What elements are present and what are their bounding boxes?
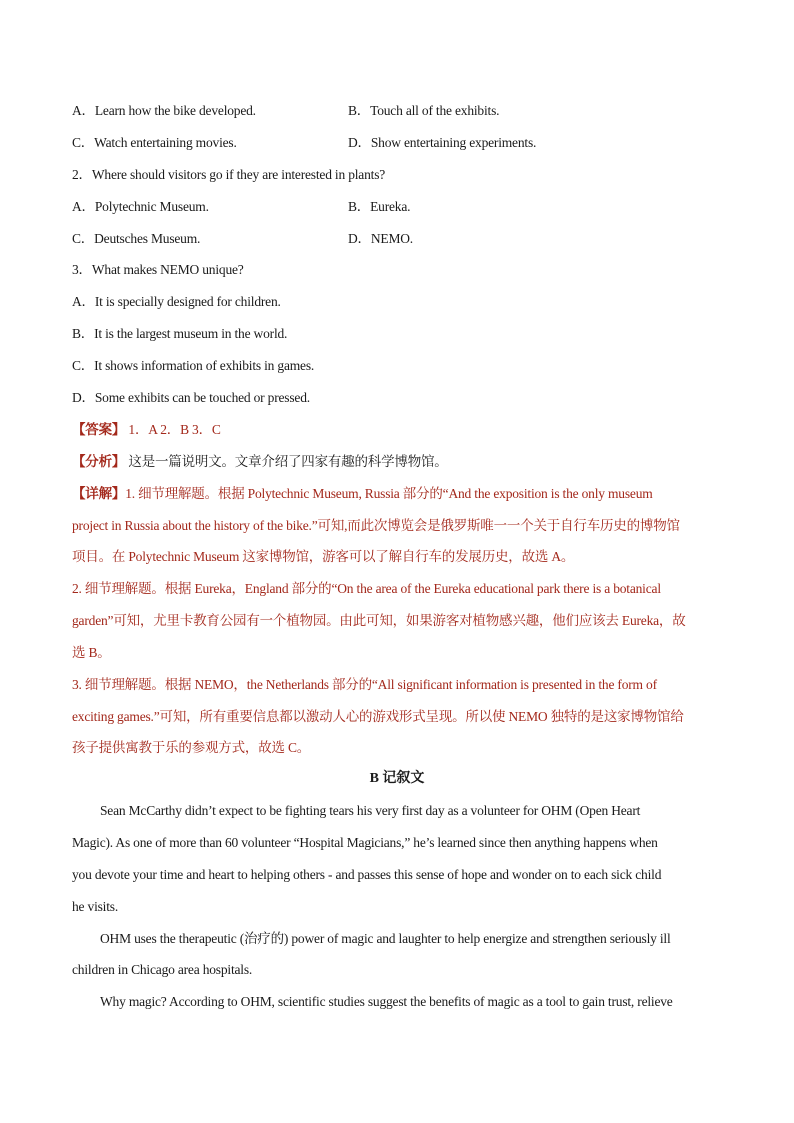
q1-option-c: C．Watch entertaining movies.: [72, 135, 237, 150]
q3-option-c: C．It shows information of exhibits in games.: [72, 358, 315, 373]
q2-option-a: A．Polytechnic Museum.: [72, 199, 209, 214]
q1-option-a: A．Learn how the bike developed.: [72, 103, 256, 118]
q3-question: 3．What makes NEMO unique?: [72, 262, 244, 277]
q3-option-d: D．Some exhibits can be touched or pressed.: [72, 390, 310, 405]
q2-option-c: C．Deutsches Museum.: [72, 231, 201, 246]
q2-question: 2．Where should visitors go if they are interested in plants?: [72, 167, 386, 182]
passage-line-2: Magic). As one of more than 60 volunteer “Hospital Magicians,” he’s learned since then anything happens when: [72, 835, 658, 850]
q2-option-b: B．Eureka.: [348, 199, 411, 214]
detail-label: 【详解】: [72, 486, 126, 501]
q3-option-b: B．It is the largest museum in the world.: [72, 326, 288, 341]
detail-line-2: project in Russia about the history of the bike.”可知,而此次博览会是俄罗斯唯一一个关于自行车历史的博物馆: [72, 518, 680, 533]
q1-option-b: B．Touch all of the exhibits.: [348, 103, 500, 118]
passage-line-7: Why magic? According to OHM, scientific studies suggest the benefits of magic as a tool to gain trust, relieve: [100, 994, 673, 1009]
passage-line-5: OHM uses the therapeutic (治疗的) power of magic and laughter to help energize and strengthen seriously ill: [100, 931, 671, 946]
detail-line-3: 项目。在 Polytechnic Museum 这家博物馆，游客可以了解自行车的发展历史，故选 A。: [72, 549, 575, 564]
detail-line-7: 3. 细节理解题。根据 NEMO，the Netherlands 部分的“All significant information is presented in the form of: [72, 677, 657, 692]
section-b-title: B 记叙文: [369, 771, 425, 786]
q3-option-a: A．It is specially designed for children.: [72, 294, 281, 309]
analysis-text: 这是一篇说明文。文章介绍了四家有趣的科学博物馆。: [128, 454, 448, 469]
passage-line-3: you devote your time and heart to helping others - and passes this sense of hope and wonder on to each sick child: [72, 867, 662, 882]
detail-text-1: 1. 细节理解题。根据 Polytechnic Museum, Russia 部分的“And the exposition is the only museum: [125, 486, 653, 501]
detail-line-5: garden”可知，尤里卡教育公园有一个植物园。由此可知，如果游客对植物感兴趣，他们应该去 Eureka，故: [72, 613, 686, 628]
analysis-label: 【分析】: [72, 454, 126, 469]
detail-line-1: [72, 484, 653, 504]
answer-label: 【答案】: [72, 422, 126, 437]
answer-line: [72, 420, 221, 440]
detail-line-6: 选 B。: [72, 645, 111, 660]
detail-line-8: exciting games.”可知，所有重要信息都以激动人心的游戏形式呈现。所以使 NEMO 独特的是这家博物馆给: [72, 709, 684, 724]
answer-text: 1．A 2．B 3．C: [128, 422, 221, 437]
passage-line-4: he visits.: [72, 899, 119, 914]
q2-option-d: D．NEMO.: [348, 231, 413, 246]
analysis-line: [72, 452, 448, 472]
detail-line-4: 2. 细节理解题。根据 Eureka，England 部分的“On the area of the Eureka educational park there is a botanical: [72, 581, 661, 596]
q1-option-d: D．Show entertaining experiments.: [348, 135, 537, 150]
passage-line-6: children in Chicago area hospitals.: [72, 962, 253, 977]
passage-line-1: Sean McCarthy didn’t expect to be fighting tears his very first day as a volunteer for OHM (Open Heart: [100, 803, 641, 818]
detail-line-9: 孩子提供寓教于乐的参观方式，故选 C。: [72, 740, 311, 755]
